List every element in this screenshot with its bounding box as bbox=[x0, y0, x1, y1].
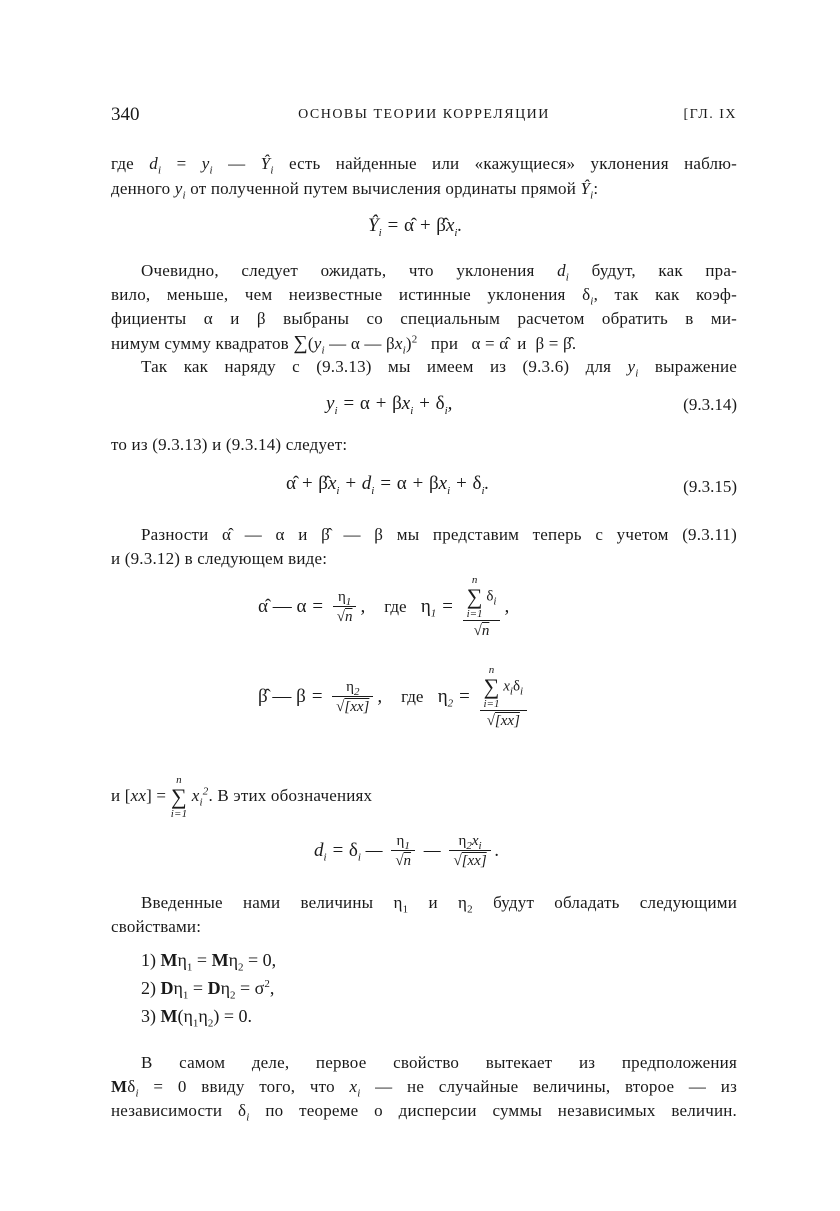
text-line: Так как наряду с (9.3.13) мы имеем из (9.3.6) для $y_i$ выражение bbox=[141, 357, 738, 380]
property-item: 3) $M(\eta_1\eta_2) = 0$. bbox=[141, 1006, 252, 1030]
equation-9-3-14: $y_i = \alpha + \beta x_i + \delta_i$, bbox=[326, 393, 453, 417]
running-title: ОСНОВЫ ТЕОРИИ КОРРЕЛЯЦИИ bbox=[298, 107, 550, 122]
text-line: и (9.3.12) в следующем виде: bbox=[111, 549, 328, 568]
text-line: $M\delta_i = 0$ ввиду того, что $x_i$ — не случайные величины, второе — из bbox=[111, 1077, 738, 1100]
text-line: то из (9.3.13) и (9.3.14) следует: bbox=[111, 435, 348, 454]
page-number: 340 bbox=[111, 104, 140, 125]
text-line: фициенты α и β выбраны со специальным расчетом обратить в ми- bbox=[111, 309, 737, 328]
text-line: В самом деле, первое свойство вытекает из предположения bbox=[141, 1053, 737, 1072]
equation-number: (9.3.14) bbox=[683, 395, 737, 414]
property-item: 2) $D\eta_1 = D\eta_2 = \sigma^2$, bbox=[141, 978, 275, 1002]
equation-regression-line: $Ŷ_i$ = α̂ + $\betâx_i$. bbox=[368, 215, 463, 239]
text-line: независимости $\delta_i$ по теореме о дисперсии суммы независимых величин. bbox=[111, 1101, 737, 1124]
text-line: и [xx] = n ∑ i=1 $x_i^2$. В этих обозначениях bbox=[111, 774, 373, 820]
running-header bbox=[111, 104, 737, 128]
equation-alpha-deviation: α̂ — α = $\frac{\eta_1}{√n}$ , где $\eta_1$ = n ∑ i=1 $\delta_i$ √n , bbox=[258, 574, 510, 639]
text-line: Очевидно, следует ожидать, что уклонения $d_i$ будут, как пра- bbox=[141, 261, 737, 284]
text-line: нимум сумму квадратов $\sum(y_i$ — α — $\beta x_i)^2$ при α = α̂ и β = β̂. bbox=[111, 332, 577, 357]
equation-beta-deviation: β̂ — β = $\frac{\eta_2}{√[xx]}$ , где $\eta_2$ = n ∑ i=1 $x_i\delta_i$ √[xx] bbox=[258, 664, 531, 731]
property-item: 1) $M\eta_1 = M\eta_2 = 0$, bbox=[141, 950, 277, 974]
chapter-label: [ГЛ. IX bbox=[683, 107, 737, 122]
equation-deviation-expression: $d_i = \delta_i$ — $\frac{\eta_1}{√n}$ — $\frac{\eta_2x_i}{√[xx]}$ . bbox=[314, 833, 500, 869]
text-line: Введенные нами величины $\eta_1$ и $\eta_2$ будут обладать следующими bbox=[141, 893, 738, 916]
text-line: где $d_i = y_i$ — $Ŷ_i$ есть найденные или «кажущиеся» уклонения наблю- bbox=[111, 154, 737, 177]
text-line: Разности α̂ — α и β̂ — β мы представим теперь с учетом (9.3.11) bbox=[141, 525, 737, 544]
equation-number: (9.3.15) bbox=[683, 477, 737, 496]
text-line: денного $y_i$ от полученной путем вычисления ординаты прямой $Ŷ_i$: bbox=[111, 179, 599, 202]
equation-9-3-15: α̂ + $\betâx_i + d_i = \alpha + \beta x_i + \delta_i$. bbox=[286, 473, 490, 497]
text-line: вило, меньше, чем неизвестные истинные уклонения $\delta_i$, так как коэф- bbox=[111, 285, 737, 308]
text-line: свойствами: bbox=[111, 917, 202, 936]
